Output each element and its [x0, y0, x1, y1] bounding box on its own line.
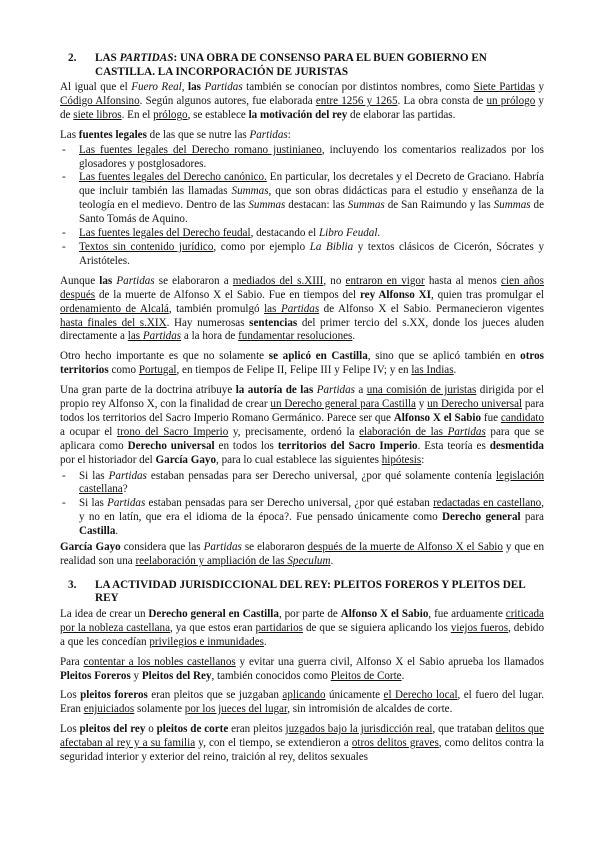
paragraph-idea: La idea de crear un Derecho general en Castilla, por parte de Alfonso X el Sabio, fue arduamente criticada por la nobleza castellana, ya que estos eran partidarios de que se siguiera aplicando los viejos fueros, debido a que les concedían privilegios e inmunidades. — [60, 607, 544, 648]
list-item: - Las fuentes legales del Derecho feudal, destacando el Libro Feudal. — [60, 227, 544, 241]
paragraph-autoria: Una gran parte de la doctrina atribuye la autoría de las Partidas a una comisión de juristas dirigida por el propio rey Alfonso X, con la finalidad de crear un Derecho general para Castilla y un Derecho universal para todos los territorios del Sacro Imperio Romano Germánico. Parece ser que Alfonso X el Sabio fue candidato a ocupar el trono del Sacro Imperio y, precisamente, ordenó la elaboración de las Partidas para que se aplicara como Derecho universal en todos los territorios del Sacro Imperio. Esta teoría es desmentida por el historiador del García Gayo, para lo cual establece las siguientes hipótesis: — [60, 384, 545, 466]
paragraph-intro: Al igual que el Fuero Real, las Partidas también se conocían por distintos nombres, como Siete Partidas y Código Alfonsino. Según algunos autores, fue elaborada entre 1256 y 1265. La obra consta de un prólogo y de siete libros. En el prólogo, se establece la motivación del rey de elaborar las partidas. — [60, 81, 544, 121]
list-item: - Si las Partidas estaban pensadas para ser Derecho universal, ¿por qué estaban redactadas en castellano, y no en latín, que era el idioma de la época?. Fue pensado únicamente como Derecho general para Castilla. — [60, 497, 544, 539]
paragraph-aplicacion: Otro hecho importante es que no solamente se aplicó en Castilla, sino que se aplicó también en otros territorios como Portugal, en tiempos de Felipe II, Felipe III y Felipe IV; y en las Indias. — [60, 350, 544, 377]
paragraph-pleitos-foreros: Los pleitos foreros eran pleitos que se juzgaban aplicando únicamente el Derecho local, el fuero del lugar. Eran enjuiciados solamente por los jueces del lugar, sin intromisión de alcaldes de corte. — [60, 689, 544, 716]
document-page — [60, 52, 544, 771]
list-item: - Las fuentes legales del Derecho canónico. En particular, los decretales y el Decreto de Graciano. Habría que incluir también las llamadas Summas, que son obras didácticas para el estudio y enseñanza de la teología en el medievo. Dentro de las Summas destacan: las Summas de San Raimundo y las Summas de Santo Tomás de Aquino. — [60, 171, 544, 227]
list-fuentes — [60, 144, 544, 269]
paragraph-pleitos-rey: Los pleitos del rey o pleitos de corte eran pleitos juzgados bajo la jurisdicción real, que trataban delitos que afectaban al rey y a su familia y, con el tiempo, se extendieron a otros delitos graves, como delitos contra la seguridad interior y exterior del reino, traición al rey, delitos sexuales — [60, 723, 544, 764]
paragraph-fuentes: Las fuentes legales de las que se nutre las Partidas: — [60, 128, 291, 141]
list-hipotesis — [60, 470, 544, 540]
list-item: - Textos sin contenido jurídico, como por ejemplo La Biblia y textos clásicos de Cicerón, Sócrates y Aristóteles. — [60, 241, 544, 269]
section-number: 3. — [68, 578, 77, 591]
list-item: - Las fuentes legales del Derecho romano justinianeo, incluyendo los comentarios realizados por los glosadores y postglosadores. — [60, 144, 544, 172]
paragraph-vigor: Aunque las Partidas se elaboraron a mediados del s.XIII, no entraron en vigor hasta al menos cien años después de la muerte de Alfonso X el Sabio. Fue en tiempos del rey Alfonso XI, quien tras promulgar el ordenamiento de Alcalá, también promulgó las Partidas de Alfonso X el Sabio. Permanecieron vigentes hasta finales del s.XIX. Hay numerosas sentencias del primer tercio del s.XX, donde los jueces aluden directamente a las Partidas a la hora de fundamentar resoluciones. — [60, 274, 545, 343]
section-heading-3 — [60, 579, 544, 606]
section-heading-2 — [60, 52, 544, 79]
list-item: - Si las Partidas estaban pensadas para ser Derecho universal, ¿por qué solamente contenía legislación castellana? — [60, 470, 544, 498]
section-title: LAS PARTIDAS: UNA OBRA DE CONSENSO PARA EL BUEN GOBIERNO EN CASTILLA. LA INCORPORACIÓN DE JURISTAS — [95, 52, 487, 78]
paragraph-contentar: Para contentar a los nobles castellanos y evitar una guerra civil, Alfonso X el Sabio aprueba los llamados Pleitos Foreros y Pleitos del Rey, también conocidos como Pleitos de Corte. — [60, 655, 544, 682]
paragraph-garcia-gayo: García Gayo considera que las Partidas se elaboraron después de la muerte de Alfonso X el Sabio y que en realidad son una reelaboración y ampliación de las Speculum. — [60, 541, 544, 567]
section-title: LA ACTIVIDAD JURISDICCIONAL DEL REY: PLEITOS FOREROS Y PLEITOS DEL REY — [95, 578, 526, 605]
section-number: 2. — [68, 52, 77, 64]
